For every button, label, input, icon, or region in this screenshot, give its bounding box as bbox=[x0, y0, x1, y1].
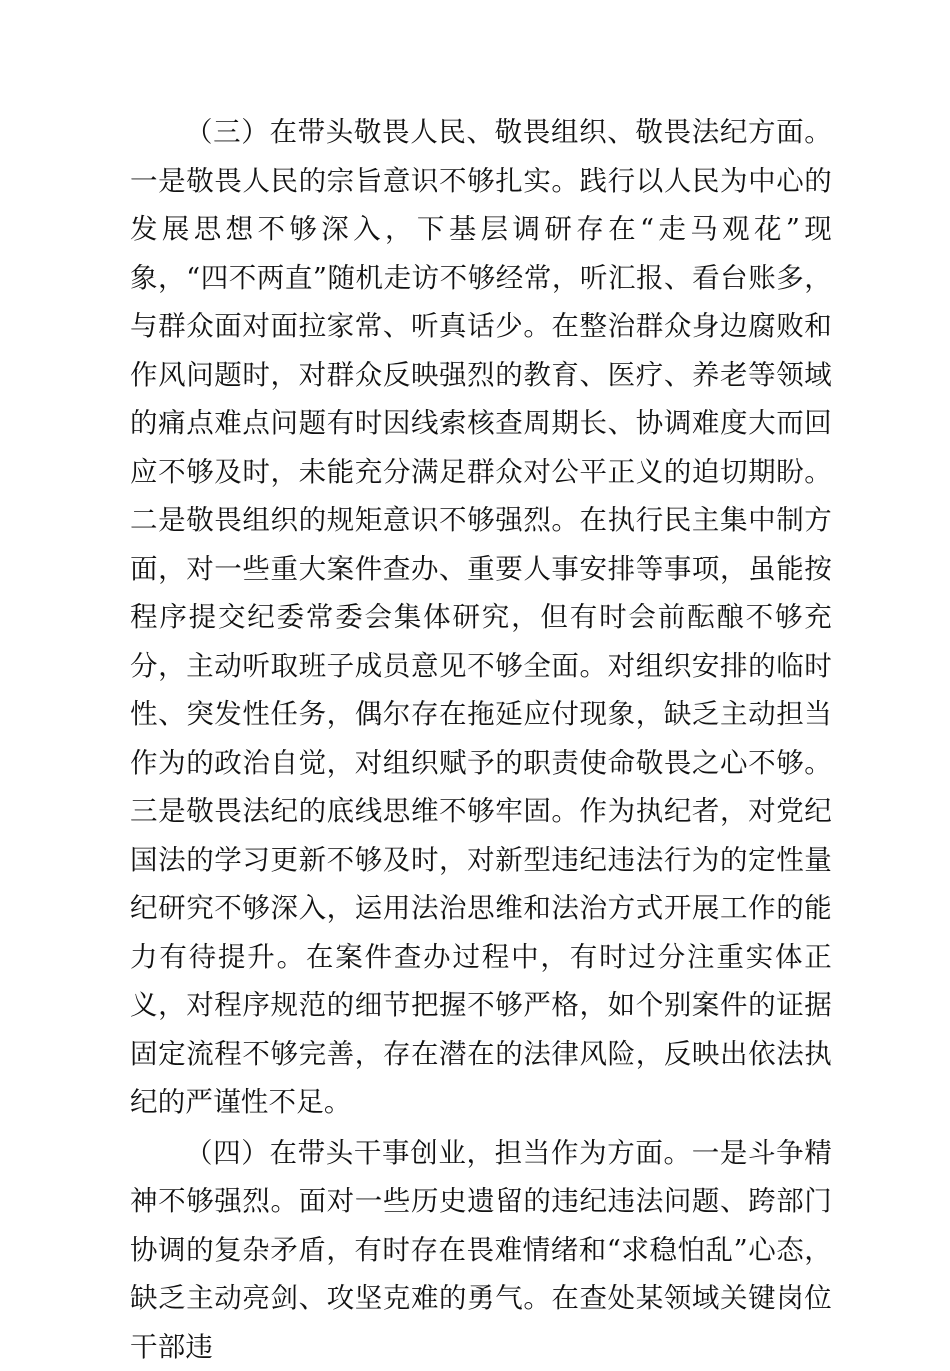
paragraph-section-three: （三）在带头敬畏人民、敬畏组织、敬畏法纪方面。一是敬畏人民的宗旨意识不够扎实。践行以人民为中心的发展思想不够深入，下基层调研存在“走马观花”现象，“四不两直”随机走访不够经常，听汇报、看台账多，与群众面对面拉家常、听真话少。在整治群众身边腐败和作风问题时，对群众反映强烈的教育、医疗、养老等领域的痛点难点问题有时因线索核查周期长、协调难度大而回应不够及时，未能充分满足群众对公平正义的迫切期盼。二是敬畏组织的规矩意识不够强烈。在执行民主集中制方面，对一些重大案件查办、重要人事安排等事项，虽能按程序提交纪委常委会集体研究，但有时会前酝酿不够充分，主动听取班子成员意见不够全面。对组织安排的临时性、突发性任务，偶尔存在拖延应付现象，缺乏主动担当作为的政治自觉，对组织赋予的职责使命敬畏之心不够。三是敬畏法纪的底线思维不够牢固。作为执纪者，对党纪国法的学习更新不够及时，对新型违纪违法行为的定性量纪研究不够深入，运用法治思维和法治方式开展工作的能力有待提升。在案件查办过程中，有时过分注重实体正义，对程序规范的细节把握不够严格，如个别案件的证据固定流程不够完善，存在潜在的法律风险，反映出依法执纪的严谨性不足。 bbox=[130, 108, 832, 1127]
document-body bbox=[130, 108, 832, 1371]
paragraph-section-four: （四）在带头干事创业，担当作为方面。一是斗争精神不够强烈。面对一些历史遗留的违纪违法问题、跨部门协调的复杂矛盾，有时存在畏难情绪和“求稳怕乱”心态，缺乏主动亮剑、攻坚克难的勇气。在查处某领域关键岗位干部违 bbox=[130, 1129, 832, 1371]
